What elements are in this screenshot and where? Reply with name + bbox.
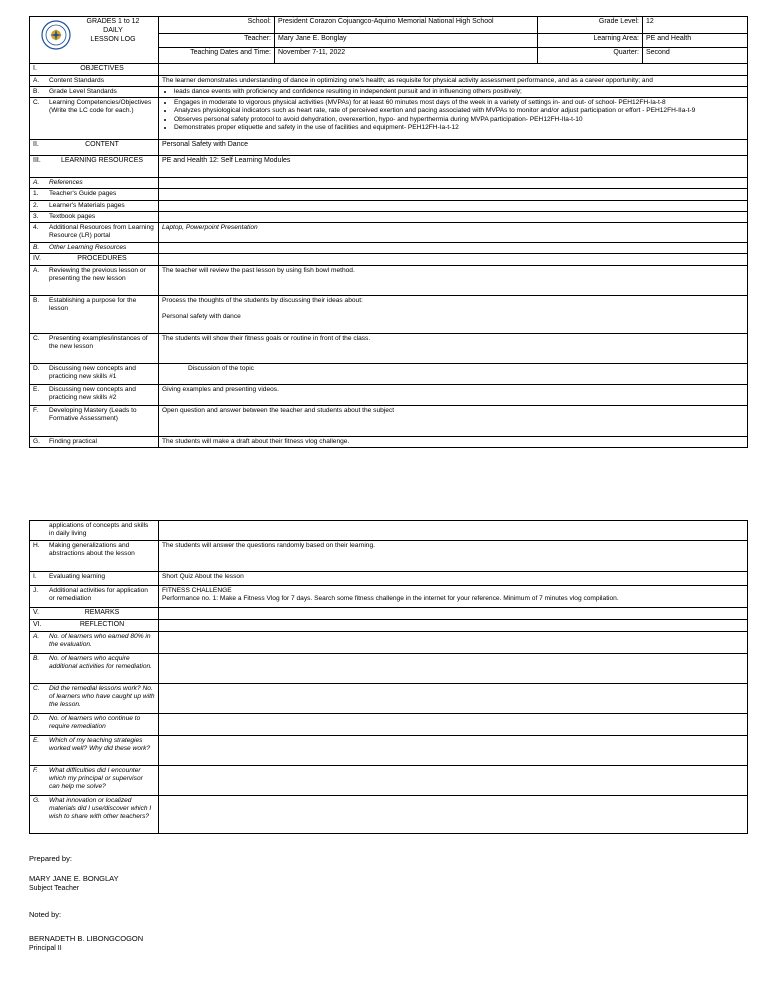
procedure-d-value: Discussion of the topic — [159, 363, 748, 384]
competency-item: • Analyzes physiological indicators such as heart rate, rate of perceived exertion and pacing associated with MVPAs to monitor and/or adjust participation or effort - PEH12FH-IIa-t-9 — [174, 107, 744, 115]
textbook-value — [159, 211, 748, 222]
procedure-b-value: Process the thoughts of the students by discussing their ideas about: Personal safety with dance — [159, 295, 748, 333]
reflection-f-label: F. What difficulties did I encounter which my principal or supervisor can help me solve? — [30, 765, 159, 795]
teachers-guide-value — [159, 189, 748, 200]
procedure-f-label: F. Developing Mastery (Leads to Formative Assessment) — [30, 405, 159, 436]
prepared-name: MARY JANE E. BONGLAY — [29, 874, 119, 883]
procedure-a-label: A. Reviewing the previous lesson or presenting the new lesson — [30, 265, 159, 295]
lesson-log-label: LESSON LOG — [90, 35, 136, 43]
other-resources-label: B. Other Learning Resources — [30, 242, 159, 253]
learning-resources-heading: III. LEARNING RESOURCES — [30, 156, 159, 178]
grade-level-standards-value: • leads dance events with proficiency and confidence resulting in independent pursuit and in influencing others positively; — [159, 86, 748, 97]
procedure-j-label: J. Additional activities for application or remediation — [30, 586, 159, 608]
content-value: Personal Safety with Dance — [159, 140, 748, 156]
procedure-c-value: The students will show their fitness goals or routine in front of the class. — [159, 333, 748, 363]
lesson-log-part-2 — [29, 520, 747, 834]
procedure-j-value: FITNESS CHALLENGE Performance no. 1: Make a Fitness Vlog for 7 days. Search some fitness challenge in the internet for your reference. Minimum of 7 minutes vlog compilation. — [159, 586, 748, 608]
content-heading: II. CONTENT — [30, 140, 159, 156]
learning-resources-value: PE and Health 12: Self Learning Modules — [159, 156, 748, 178]
procedure-h-label: H. Making generalizations and abstractions about the lesson — [30, 541, 159, 572]
procedure-c-label: C. Presenting examples/instances of the new lesson — [30, 333, 159, 363]
reflection-g-label: G. What innovation or localized materials did I use/discover which I wish to share with other teachers? — [30, 795, 159, 833]
grade-level-standards-label: B. Grade Level Standards — [30, 86, 159, 97]
reflection-d-label: D. No. of learners who continue to require remediation — [30, 713, 159, 735]
school-label: School: — [159, 17, 275, 34]
reflection-b-label: B. No. of learners who acquire additional activities for remediation. — [30, 653, 159, 683]
procedure-e-value: Giving examples and presenting videos. — [159, 384, 748, 405]
reflection-heading: VI. REFLECTION — [30, 619, 159, 631]
prepared-role: Subject Teacher — [29, 885, 80, 892]
competency-item: • Engages in moderate to vigorous physical activities (MVPAs) for at least 60 minutes most days of the week in a variety of settings in- and out- of school- PEH12FH-Ia-t-8 — [174, 99, 744, 107]
daily-label: DAILY — [103, 26, 123, 34]
competency-item: • Demonstrates proper etiquette and safety in the use of facilities and equipment- PEH12FH-Ia-t-12 — [174, 124, 744, 132]
teachers-guide-label: 1. Teacher's Guide pages — [30, 189, 159, 200]
additional-resources-value: Laptop, Powerpoint Presentation — [159, 223, 748, 242]
procedure-g-value: The students will make a draft about their fitness vlog challenge. — [159, 436, 748, 447]
procedure-g-label: G. Finding practical — [30, 436, 159, 447]
teacher-value: Mary Jane E. Bonglay — [275, 34, 538, 48]
reflection-a-label: A. No. of learners who earned 80% in the evaluation. — [30, 631, 159, 653]
noted-by-label: Noted by: — [29, 910, 62, 919]
textbook-label: 3. Textbook pages — [30, 211, 159, 222]
school-value: President Corazon Cojuangco-Aquino Memorial National High School — [275, 17, 538, 34]
additional-resources-label: 4. Additional Resources from Learning Resource (LR) portal — [30, 223, 159, 242]
noted-role: Principal II — [29, 945, 62, 952]
learning-area-value: PE and Health — [643, 34, 748, 48]
learners-materials-value — [159, 200, 748, 211]
grade-level-label: Grade Level: — [538, 17, 643, 34]
procedure-i-value: Short Quiz About the lesson — [159, 572, 748, 586]
procedure-b-label: B. Establishing a purpose for the lesson — [30, 295, 159, 333]
reflection-e-label: E. Which of my teaching strategies worked well? Why did these work? — [30, 735, 159, 765]
title-block — [30, 17, 159, 64]
objectives-heading: I. OBJECTIVES — [30, 64, 159, 76]
noted-name: BERNADETH B. LIBONGCOGON — [29, 934, 144, 943]
dates-value: November 7-11, 2022 — [275, 48, 538, 64]
procedure-a-value: The teacher will review the past lesson by using fish bowl method. — [159, 265, 748, 295]
grade-level-value: 12 — [643, 17, 748, 34]
other-resources-value — [159, 242, 748, 253]
deped-seal-icon — [41, 20, 71, 50]
learners-materials-label: 2. Learner's Materials pages — [30, 200, 159, 211]
quarter-label: Quarter: — [538, 48, 643, 64]
quarter-value: Second — [643, 48, 748, 64]
prepared-by-label: Prepared by: — [29, 854, 72, 863]
procedure-f-value: Open question and answer between the teacher and students about the subject — [159, 405, 748, 436]
reflection-c-label: C. Did the remedial lessons work? No. of learners who have caught up with the lesson. — [30, 683, 159, 713]
content-standards-value: The learner demonstrates understanding of dance in optimizing one's health; as requisite for physical activity assessment performance, and as a career opportunity; and — [159, 75, 748, 86]
remarks-heading: V. REMARKS — [30, 608, 159, 620]
teacher-label: Teacher: — [159, 34, 275, 48]
procedure-d-label: D. Discussing new concepts and practicing new skills #1 — [30, 363, 159, 384]
procedures-heading: IV. PROCEDURES — [30, 253, 159, 265]
content-standards-label: A. Content Standards — [30, 75, 159, 86]
learning-area-label: Learning Area: — [538, 34, 643, 48]
lesson-log-part-1 — [29, 16, 747, 448]
references-label: A. References — [30, 178, 159, 189]
competencies-label: C. Learning Competencies/Objectives (Write the LC code for each.) — [30, 98, 159, 140]
procedure-e-label: E. Discussing new concepts and practicing new skills #2 — [30, 384, 159, 405]
grades-label: GRADES 1 to 12 — [86, 18, 140, 25]
dates-label: Teaching Dates and Time: — [159, 48, 275, 64]
procedure-i-label: I. Evaluating learning — [30, 572, 159, 586]
procedure-h-value: The students will answer the questions randomly based on their learning. — [159, 541, 748, 572]
procedure-g-label-cont: applications of concepts and skills in daily living — [30, 521, 159, 541]
competencies-list — [159, 98, 748, 140]
competency-item: • Observes personal safety protocol to avoid dehydration, overexertion, hypo- and hyperthermia during MVPA participation- PEH12FH-IIa-t-10 — [174, 116, 744, 124]
